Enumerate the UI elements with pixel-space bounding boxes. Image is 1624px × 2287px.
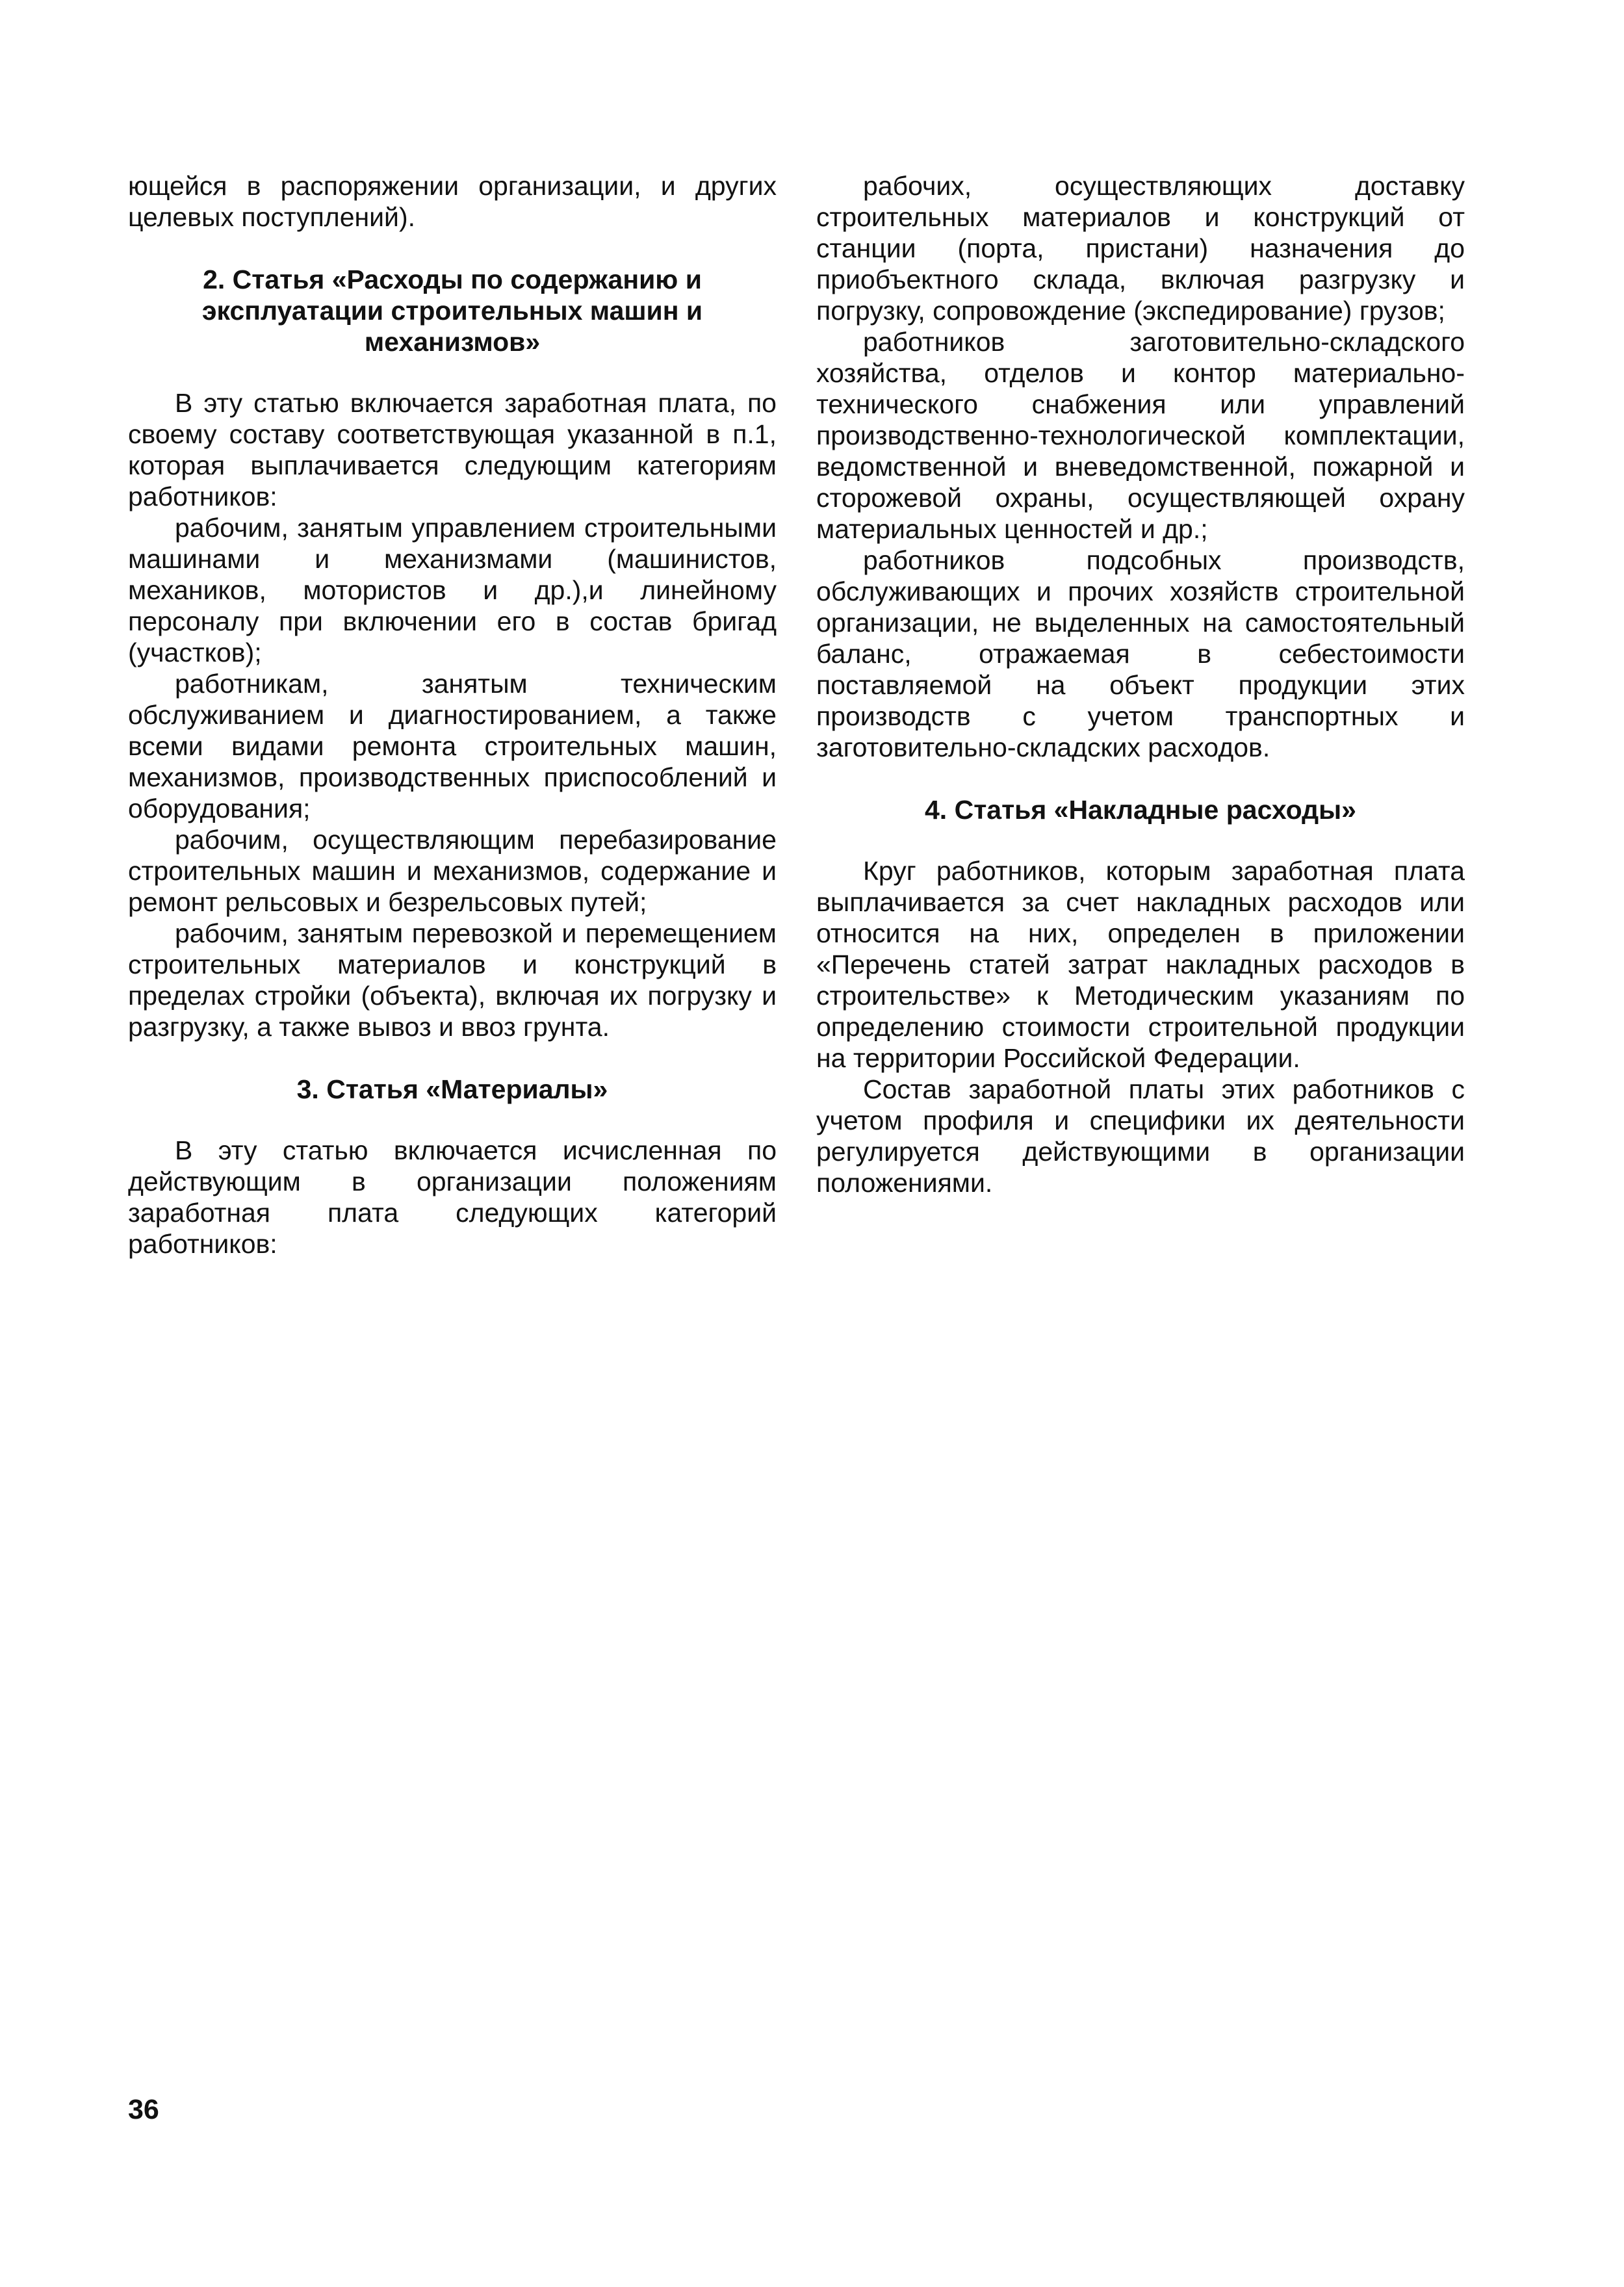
section-4-paragraph: Круг работников, которым заработная плата выплачивается за счет накладных расходов или относится на них, определен в приложении «Перечень статей затрат накладных расходов в строительстве» к Методическим указаниям по определению стоимости строительной продукции на территории Российской Федерации. xyxy=(816,856,1465,1073)
section-4-heading: 4. Статья «Накладные расходы» xyxy=(925,795,1356,825)
continued-paragraph: рабочих, осуществляющих доставку строительных материалов и конструкций от станции (порта, пристани) назначения до приобъектного склада, включая разгрузку и погрузку, сопровождение (экспедирование) грузов; xyxy=(816,171,1465,326)
continued-paragraph: работников заготовительно-складского хозяйства, отделов и контор материально-технического снабжения или управлений производственно-технологической комплектации, ведомственной и вневедомственной, пожарной и сторожевой охраны, осуществляющей охрану материальных ценностей и др.; xyxy=(816,327,1465,544)
section-2-paragraph: работникам, занятым техническим обслуживанием и диагностированием, а также всеми видами ремонта строительных машин, механизмов, производственных приспособлений и оборудования; xyxy=(128,669,777,823)
section-2-paragraph: рабочим, занятым управлением строительными машинами и механизмами (машинистов, механиков, мотористов и др.),и линейному персоналу при включении его в состав бригад (участков); xyxy=(128,513,777,667)
section-3-heading: 3. Статья «Материалы» xyxy=(296,1074,608,1104)
section-4-paragraph: Состав заработной платы этих работников с учетом профиля и специфики их деятельности регулируется действующими в организации положениями. xyxy=(816,1074,1465,1198)
continued-paragraph: работников подсобных производств, обслуживающих и прочих хозяйств строительной организации, не выделенных на самостоятельный баланс, отражаемая в себестоимости поставляемой на объект продукции этих производств с учетом транспортных и заготовительно-складских расходов. xyxy=(816,545,1465,762)
section-2-paragraph: рабочим, занятым перевозкой и перемещением строительных материалов и конструкций в пределах стройки (объекта), включая их погрузку и разгрузку, а также вывоз и ввоз грунта. xyxy=(128,918,777,1042)
page-number: 36 xyxy=(128,2094,159,2125)
section-2-paragraph: В эту статью включается заработная плата, по своему составу соответствующая указанной в п.1, которая выплачивается следующим категориям работников: xyxy=(128,388,777,511)
section-3-paragraph: В эту статью включается исчисленная по действующим в организации положениям заработная плата следующих категорий работников: xyxy=(128,1135,777,1259)
right-column xyxy=(816,170,1465,1198)
intro-paragraph: ющейся в распоряжении организации, и других целевых поступлений). xyxy=(128,171,777,232)
section-2-heading: 2. Статья «Расходы по содержанию и эксплуатации строительных машин и механизмов» xyxy=(201,265,703,357)
left-column xyxy=(128,170,777,1260)
section-2-paragraph: рабочим, осуществляющим перебазирование строительных машин и механизмов, содержание и ремонт рельсовых и безрельсовых путей; xyxy=(128,825,777,917)
